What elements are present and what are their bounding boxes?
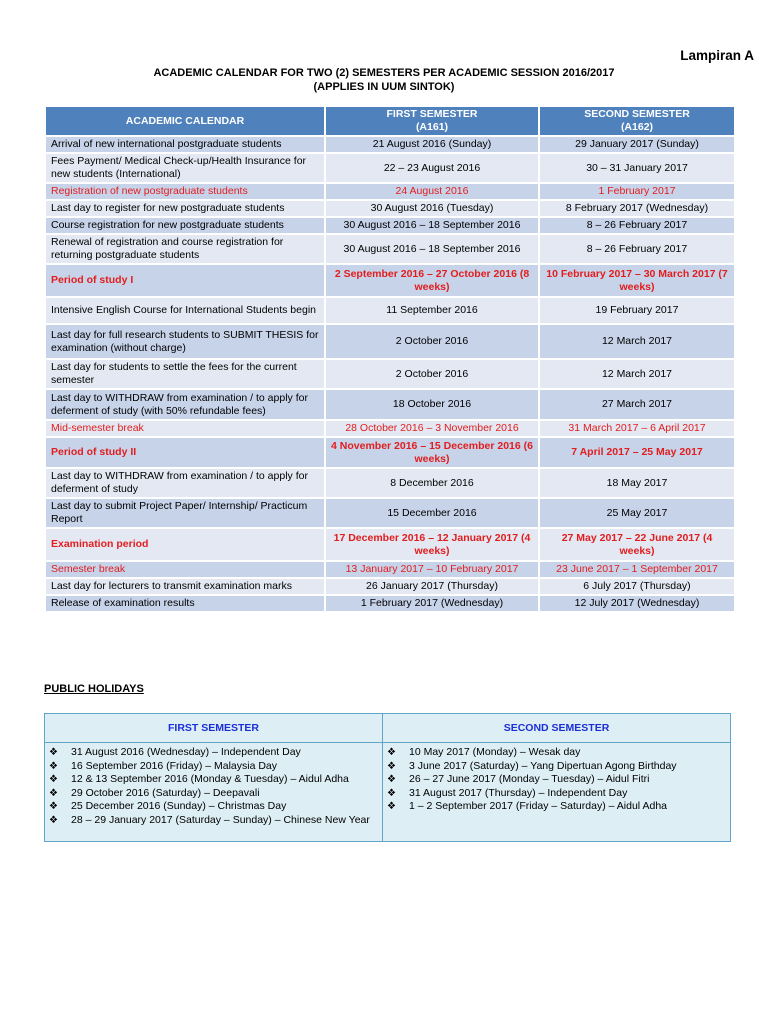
first-semester-date-cell: 2 October 2016	[325, 359, 539, 389]
holiday-text: 3 June 2017 (Saturday) – Yang Dipertuan Agong Birthday	[409, 759, 677, 772]
diamond-bullet-icon: ❖	[387, 774, 396, 785]
second-semester-date-cell: 12 July 2017 (Wednesday)	[539, 595, 735, 612]
second-semester-date-cell: 27 March 2017	[539, 389, 735, 420]
diamond-bullet-icon: ❖	[49, 801, 58, 812]
holidays-first-cell	[45, 743, 383, 842]
second-semester-date-cell: 29 January 2017 (Sunday)	[539, 136, 735, 153]
calendar-event-cell: Last day to WITHDRAW from examination / to apply for deferment of study (with 50% refundable fees)	[45, 389, 325, 420]
calendar-event-cell: Registration of new postgraduate students	[45, 183, 325, 200]
holiday-item	[45, 773, 382, 787]
second-semester-date-cell: 25 May 2017	[539, 498, 735, 528]
calendar-row	[45, 217, 735, 234]
calendar-event-cell: Last day for full research students to SUBMIT THESIS for examination (without charge)	[45, 324, 325, 359]
second-semester-date-cell: 30 – 31 January 2017	[539, 153, 735, 183]
holiday-item	[45, 787, 382, 801]
calendar-row	[45, 528, 735, 561]
diamond-bullet-icon: ❖	[49, 747, 58, 758]
second-semester-date-cell: 18 May 2017	[539, 468, 735, 498]
calendar-event-cell: Course registration for new postgraduate students	[45, 217, 325, 234]
calendar-event-cell: Period of study I	[45, 264, 325, 297]
header-first-semester: FIRST SEMESTER (A161)	[325, 106, 539, 136]
calendar-row	[45, 324, 735, 359]
calendar-body	[45, 136, 735, 612]
calendar-row	[45, 389, 735, 420]
calendar-event-cell: Fees Payment/ Medical Check-up/Health Insurance for new students (International)	[45, 153, 325, 183]
diamond-bullet-icon: ❖	[49, 787, 58, 799]
holiday-item	[383, 773, 730, 787]
first-semester-date-cell: 30 August 2016 (Tuesday)	[325, 200, 539, 217]
first-semester-date-cell: 15 December 2016	[325, 498, 539, 528]
calendar-row	[45, 153, 735, 183]
calendar-row	[45, 136, 735, 153]
first-semester-date-cell: 21 August 2016 (Sunday)	[325, 136, 539, 153]
diamond-bullet-icon: ❖	[49, 760, 58, 772]
holiday-item	[383, 760, 730, 774]
calendar-event-cell: Intensive English Course for International Students begin	[45, 297, 325, 324]
calendar-event-cell: Last day to WITHDRAW from examination / to apply for deferment of study	[45, 468, 325, 498]
public-holidays-heading: PUBLIC HOLIDAYS	[44, 683, 144, 695]
second-semester-date-cell: 1 February 2017	[539, 183, 735, 200]
second-semester-date-cell: 10 February 2017 – 30 March 2017 (7 weeks)	[539, 264, 735, 297]
holiday-item	[45, 814, 382, 828]
calendar-row	[45, 297, 735, 324]
first-semester-date-cell: 28 October 2016 – 3 November 2016	[325, 420, 539, 437]
calendar-row	[45, 468, 735, 498]
calendar-row	[45, 359, 735, 389]
holidays-header-row	[45, 714, 731, 743]
holidays-second-cell	[383, 743, 731, 842]
first-semester-date-cell: 1 February 2017 (Wednesday)	[325, 595, 539, 612]
calendar-row	[45, 578, 735, 595]
second-semester-date-cell: 27 May 2017 – 22 June 2017 (4 weeks)	[539, 528, 735, 561]
holidays-body-row	[45, 743, 731, 842]
second-semester-date-cell: 8 – 26 February 2017	[539, 217, 735, 234]
calendar-row	[45, 183, 735, 200]
holiday-text: 12 & 13 September 2016 (Monday & Tuesday) – Aidul Adha	[71, 773, 349, 785]
second-semester-date-cell: 12 March 2017	[539, 359, 735, 389]
holiday-text: 16 September 2016 (Friday) – Malaysia Day	[71, 759, 278, 772]
second-semester-date-cell: 6 July 2017 (Thursday)	[539, 578, 735, 595]
diamond-bullet-icon: ❖	[49, 814, 58, 826]
first-semester-date-cell: 11 September 2016	[325, 297, 539, 324]
second-semester-date-cell: 23 June 2017 – 1 September 2017	[539, 561, 735, 578]
diamond-bullet-icon: ❖	[387, 787, 396, 799]
holidays-header-second: SECOND SEMESTER	[383, 714, 731, 743]
calendar-row	[45, 264, 735, 297]
calendar-header-row	[45, 106, 735, 136]
holidays-header-first: FIRST SEMESTER	[45, 714, 383, 743]
second-semester-date-cell: 31 March 2017 – 6 April 2017	[539, 420, 735, 437]
calendar-row	[45, 498, 735, 528]
second-semester-date-cell: 19 February 2017	[539, 297, 735, 324]
attachment-label: Lampiran A	[680, 48, 754, 63]
second-semester-date-cell: 12 March 2017	[539, 324, 735, 359]
calendar-row	[45, 234, 735, 264]
holiday-text: 10 May 2017 (Monday) – Wesak day	[409, 746, 581, 758]
calendar-event-cell: Last day for lecturers to transmit examination marks	[45, 578, 325, 595]
holiday-item	[45, 760, 382, 774]
calendar-event-cell: Mid-semester break	[45, 420, 325, 437]
first-semester-date-cell: 17 December 2016 – 12 January 2017 (4 weeks)	[325, 528, 539, 561]
calendar-row	[45, 420, 735, 437]
first-semester-date-cell: 24 August 2016	[325, 183, 539, 200]
first-semester-date-cell: 13 January 2017 – 10 February 2017	[325, 561, 539, 578]
first-semester-date-cell: 4 November 2016 – 15 December 2016 (6 weeks)	[325, 437, 539, 468]
holiday-text: 31 August 2016 (Wednesday) – Independent Day	[71, 746, 301, 758]
first-semester-date-cell: 22 – 23 August 2016	[325, 153, 539, 183]
calendar-event-cell: Examination period	[45, 528, 325, 561]
public-holidays-table	[44, 713, 731, 842]
document-title	[0, 66, 768, 94]
calendar-row	[45, 437, 735, 468]
holiday-item	[383, 787, 730, 801]
calendar-event-cell: Arrival of new international postgraduate students	[45, 136, 325, 153]
diamond-bullet-icon: ❖	[387, 760, 396, 772]
title-line-1: ACADEMIC CALENDAR FOR TWO (2) SEMESTERS PER ACADEMIC SESSION 2016/2017	[153, 67, 615, 79]
holidays-first-list	[45, 746, 382, 827]
calendar-event-cell: Last day for students to settle the fees for the current semester	[45, 359, 325, 389]
first-semester-date-cell: 2 October 2016	[325, 324, 539, 359]
holiday-item	[383, 746, 730, 760]
holiday-text: 31 August 2017 (Thursday) – Independent Day	[409, 786, 628, 799]
first-semester-date-cell: 26 January 2017 (Thursday)	[325, 578, 539, 595]
first-semester-date-cell: 30 August 2016 – 18 September 2016	[325, 234, 539, 264]
calendar-event-cell: Period of study II	[45, 437, 325, 468]
holiday-text: 25 December 2016 (Sunday) – Christmas Day	[71, 800, 287, 812]
calendar-event-cell: Renewal of registration and course registration for returning postgraduate students	[45, 234, 325, 264]
holidays-second-list	[383, 746, 730, 814]
calendar-row	[45, 595, 735, 612]
first-semester-date-cell: 2 September 2016 – 27 October 2016 (8 weeks)	[325, 264, 539, 297]
first-semester-date-cell: 8 December 2016	[325, 468, 539, 498]
second-semester-date-cell: 7 April 2017 – 25 May 2017	[539, 437, 735, 468]
calendar-row	[45, 561, 735, 578]
first-semester-date-cell: 18 October 2016	[325, 389, 539, 420]
holiday-item	[45, 800, 382, 814]
holiday-text: 29 October 2016 (Saturday) – Deepavali	[71, 786, 260, 799]
calendar-event-cell: Semester break	[45, 561, 325, 578]
header-second-semester: SECOND SEMESTER (A162)	[539, 106, 735, 136]
diamond-bullet-icon: ❖	[387, 801, 396, 812]
holiday-item	[383, 800, 730, 814]
holiday-text: 1 – 2 September 2017 (Friday – Saturday) – Aidul Adha	[409, 800, 667, 812]
diamond-bullet-icon: ❖	[387, 747, 396, 758]
holiday-text: 26 – 27 June 2017 (Monday – Tuesday) – Aidul Fitri	[409, 773, 650, 785]
header-academic-calendar: ACADEMIC CALENDAR	[45, 106, 325, 136]
diamond-bullet-icon: ❖	[49, 774, 58, 785]
holiday-text: 28 – 29 January 2017 (Saturday – Sunday) – Chinese New Year	[71, 813, 370, 826]
academic-calendar-table	[44, 105, 736, 613]
first-semester-date-cell: 30 August 2016 – 18 September 2016	[325, 217, 539, 234]
calendar-row	[45, 200, 735, 217]
holiday-item	[45, 746, 382, 760]
calendar-event-cell: Last day to submit Project Paper/ Internship/ Practicum Report	[45, 498, 325, 528]
calendar-event-cell: Last day to register for new postgraduate students	[45, 200, 325, 217]
second-semester-date-cell: 8 February 2017 (Wednesday)	[539, 200, 735, 217]
calendar-event-cell: Release of examination results	[45, 595, 325, 612]
second-semester-date-cell: 8 – 26 February 2017	[539, 234, 735, 264]
title-line-2: (APPLIES IN UUM SINTOK)	[313, 81, 455, 93]
